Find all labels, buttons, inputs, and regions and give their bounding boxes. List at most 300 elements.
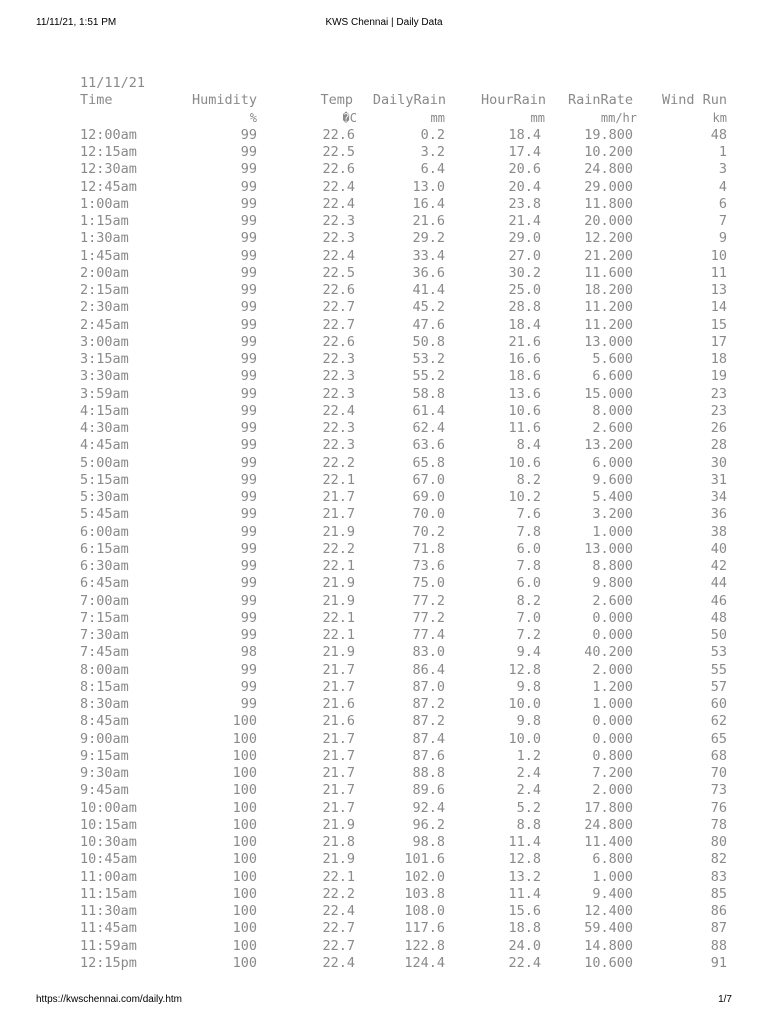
- cell-time: 6:00am: [80, 523, 129, 540]
- cell-temp: 21.6: [322, 713, 355, 730]
- cell-temp: 22.2: [322, 885, 355, 902]
- cell-windrun: 28: [710, 437, 727, 454]
- cell-temp: 22.1: [322, 471, 355, 488]
- cell-humidity: 99: [240, 558, 257, 574]
- cell-dailyrain: 69.0: [412, 489, 445, 505]
- cell-temp: 21.7: [322, 678, 355, 695]
- cell-dailyrain: 62.4: [412, 420, 445, 436]
- table-row: [80, 179, 740, 196]
- cell-time: 7:00am: [80, 592, 129, 609]
- cell-time: 11:15am: [80, 885, 137, 902]
- cell-humidity: 100: [232, 920, 257, 937]
- cell-windrun: 38: [710, 523, 727, 540]
- cell-dailyrain: 61.4: [412, 402, 445, 419]
- cell-rainrate: 20.000: [584, 213, 633, 229]
- header-dailyrain: DailyRain: [372, 92, 446, 109]
- cell-rainrate: 3.200: [592, 506, 633, 523]
- cell-humidity: 99: [240, 247, 257, 264]
- daily-data-table: [80, 75, 740, 972]
- cell-rainrate: 29.000: [584, 178, 633, 195]
- cell-time: 1:30am: [80, 230, 129, 247]
- cell-windrun: 83: [710, 868, 727, 885]
- cell-hourrain: 21.6: [508, 333, 541, 350]
- cell-humidity: 99: [240, 592, 257, 609]
- cell-humidity: 99: [240, 420, 257, 436]
- cell-windrun: 26: [710, 420, 727, 436]
- cell-rainrate: 2.000: [592, 782, 633, 799]
- cell-time: 3:30am: [80, 368, 129, 385]
- table-body: [80, 127, 740, 972]
- table-row: [80, 541, 740, 558]
- cell-temp: 22.2: [322, 540, 355, 557]
- header-rainrate: RainRate: [567, 92, 633, 109]
- cell-humidity: 99: [240, 299, 257, 316]
- cell-dailyrain: 70.0: [412, 506, 445, 523]
- cell-humidity: 100: [232, 713, 257, 730]
- table-row: [80, 903, 740, 920]
- cell-hourrain: 28.8: [508, 299, 541, 316]
- cell-time: 10:30am: [80, 834, 137, 850]
- unit-temp: �C: [342, 110, 357, 125]
- header-temp: Temp: [320, 92, 353, 109]
- cell-temp: 21.6: [322, 696, 355, 712]
- table-row: [80, 800, 740, 817]
- cell-humidity: 99: [240, 609, 257, 626]
- cell-windrun: 55: [710, 661, 727, 678]
- cell-rainrate: 11.400: [584, 834, 633, 850]
- cell-hourrain: 24.0: [508, 937, 541, 954]
- cell-temp: 21.8: [322, 834, 355, 850]
- cell-windrun: 80: [710, 834, 727, 850]
- cell-temp: 21.7: [322, 782, 355, 799]
- cell-temp: 22.7: [322, 937, 355, 954]
- cell-time: 6:15am: [80, 540, 129, 557]
- table-units-row: [80, 110, 740, 127]
- cell-windrun: 9: [718, 230, 727, 247]
- cell-hourrain: 2.4: [516, 765, 541, 781]
- cell-humidity: 99: [240, 230, 257, 247]
- table-row: [80, 282, 740, 299]
- cell-humidity: 100: [232, 885, 257, 902]
- table-row: [80, 610, 740, 627]
- cell-hourrain: 7.2: [516, 627, 541, 643]
- cell-hourrain: 13.2: [508, 868, 541, 885]
- table-row: [80, 299, 740, 316]
- cell-dailyrain: 45.2: [412, 299, 445, 316]
- cell-rainrate: 2.600: [592, 420, 633, 436]
- cell-temp: 22.4: [322, 402, 355, 419]
- table-row: [80, 420, 740, 437]
- cell-dailyrain: 102.0: [404, 868, 445, 885]
- table-row: [80, 938, 740, 955]
- cell-dailyrain: 16.4: [412, 195, 445, 212]
- cell-humidity: 99: [240, 402, 257, 419]
- cell-windrun: 34: [710, 489, 727, 505]
- cell-humidity: 100: [232, 799, 257, 816]
- table-row: [80, 782, 740, 799]
- cell-hourrain: 18.6: [508, 368, 541, 385]
- cell-temp: 22.6: [322, 161, 355, 178]
- cell-temp: 22.3: [322, 385, 355, 402]
- cell-windrun: 1: [718, 144, 727, 160]
- cell-rainrate: 24.800: [584, 161, 633, 178]
- unit-rainrate: mm/hr: [600, 110, 637, 125]
- unit-humidity: %: [249, 110, 257, 125]
- cell-windrun: 31: [710, 471, 727, 488]
- cell-windrun: 65: [710, 730, 727, 747]
- cell-hourrain: 7.6: [516, 506, 541, 523]
- cell-hourrain: 18.8: [508, 920, 541, 937]
- table-row: [80, 455, 740, 472]
- cell-temp: 22.5: [322, 144, 355, 160]
- cell-rainrate: 11.600: [584, 264, 633, 281]
- cell-humidity: 99: [240, 678, 257, 695]
- cell-humidity: 100: [232, 834, 257, 850]
- cell-windrun: 76: [710, 799, 727, 816]
- cell-humidity: 100: [232, 747, 257, 764]
- cell-temp: 21.7: [322, 506, 355, 523]
- cell-time: 11:45am: [80, 920, 137, 937]
- header-hourrain: HourRain: [480, 92, 546, 109]
- cell-dailyrain: 88.8: [412, 765, 445, 781]
- cell-time: 12:15pm: [80, 954, 137, 971]
- cell-temp: 21.7: [322, 730, 355, 747]
- table-row: [80, 489, 740, 506]
- cell-temp: 21.9: [322, 523, 355, 540]
- table-row: [80, 765, 740, 782]
- cell-rainrate: 5.400: [592, 489, 633, 505]
- cell-humidity: 99: [240, 178, 257, 195]
- cell-dailyrain: 41.4: [412, 282, 445, 298]
- cell-windrun: 70: [710, 765, 727, 781]
- cell-humidity: 99: [240, 506, 257, 523]
- cell-rainrate: 40.200: [584, 644, 633, 661]
- cell-temp: 22.1: [322, 609, 355, 626]
- cell-windrun: 88: [710, 937, 727, 954]
- unit-hourrain: mm: [530, 110, 545, 125]
- cell-rainrate: 5.600: [592, 351, 633, 367]
- table-row: [80, 679, 740, 696]
- cell-temp: 22.4: [322, 247, 355, 264]
- cell-time: 9:45am: [80, 782, 129, 799]
- cell-dailyrain: 3.2: [420, 144, 445, 160]
- cell-rainrate: 9.600: [592, 471, 633, 488]
- cell-humidity: 99: [240, 454, 257, 471]
- cell-humidity: 99: [240, 126, 257, 143]
- cell-hourrain: 6.0: [516, 575, 541, 592]
- cell-humidity: 99: [240, 489, 257, 505]
- cell-dailyrain: 98.8: [412, 834, 445, 850]
- cell-time: 4:15am: [80, 402, 129, 419]
- cell-time: 7:15am: [80, 609, 129, 626]
- cell-dailyrain: 103.8: [404, 885, 445, 902]
- cell-time: 2:00am: [80, 264, 129, 281]
- cell-windrun: 14: [710, 299, 727, 316]
- table-row: [80, 558, 740, 575]
- cell-windrun: 40: [710, 540, 727, 557]
- cell-hourrain: 13.6: [508, 385, 541, 402]
- cell-hourrain: 7.8: [516, 558, 541, 574]
- cell-humidity: 100: [232, 816, 257, 833]
- cell-rainrate: 12.400: [584, 903, 633, 919]
- cell-time: 10:00am: [80, 799, 137, 816]
- cell-time: 8:45am: [80, 713, 129, 730]
- cell-dailyrain: 29.2: [412, 230, 445, 247]
- cell-time: 1:45am: [80, 247, 129, 264]
- cell-temp: 21.9: [322, 644, 355, 661]
- cell-time: 7:30am: [80, 627, 129, 643]
- cell-humidity: 99: [240, 195, 257, 212]
- cell-dailyrain: 87.4: [412, 730, 445, 747]
- cell-humidity: 100: [232, 730, 257, 747]
- cell-temp: 22.7: [322, 316, 355, 333]
- cell-time: 5:00am: [80, 454, 129, 471]
- cell-windrun: 60: [710, 696, 727, 712]
- cell-time: 5:30am: [80, 489, 129, 505]
- cell-dailyrain: 47.6: [412, 316, 445, 333]
- header-time: Time: [80, 92, 113, 109]
- table-row: [80, 351, 740, 368]
- cell-time: 6:30am: [80, 558, 129, 574]
- cell-time: 3:15am: [80, 351, 129, 367]
- cell-windrun: 23: [710, 402, 727, 419]
- cell-humidity: 99: [240, 213, 257, 229]
- table-row: [80, 731, 740, 748]
- cell-dailyrain: 124.4: [404, 954, 445, 971]
- cell-hourrain: 10.6: [508, 454, 541, 471]
- cell-humidity: 99: [240, 282, 257, 298]
- cell-rainrate: 19.800: [584, 126, 633, 143]
- table-row: [80, 955, 740, 972]
- cell-dailyrain: 0.2: [420, 126, 445, 143]
- cell-hourrain: 9.4: [516, 644, 541, 661]
- cell-humidity: 99: [240, 437, 257, 454]
- cell-rainrate: 12.200: [584, 230, 633, 247]
- cell-dailyrain: 87.2: [412, 713, 445, 730]
- cell-windrun: 86: [710, 903, 727, 919]
- table-row: [80, 230, 740, 247]
- cell-rainrate: 1.000: [592, 696, 633, 712]
- cell-rainrate: 11.800: [584, 195, 633, 212]
- cell-hourrain: 8.4: [516, 437, 541, 454]
- cell-windrun: 68: [710, 747, 727, 764]
- cell-rainrate: 18.200: [584, 282, 633, 298]
- table-row: [80, 644, 740, 661]
- cell-windrun: 6: [718, 195, 727, 212]
- cell-temp: 21.7: [322, 765, 355, 781]
- cell-windrun: 62: [710, 713, 727, 730]
- cell-hourrain: 29.0: [508, 230, 541, 247]
- cell-windrun: 7: [718, 213, 727, 229]
- cell-time: 8:30am: [80, 696, 129, 712]
- cell-hourrain: 6.0: [516, 540, 541, 557]
- cell-dailyrain: 63.6: [412, 437, 445, 454]
- table-row: [80, 696, 740, 713]
- table-row: [80, 334, 740, 351]
- print-header: [0, 17, 768, 31]
- table-row: [80, 265, 740, 282]
- cell-rainrate: 1.000: [592, 868, 633, 885]
- table-row: [80, 593, 740, 610]
- unit-windrun: km: [712, 110, 727, 125]
- cell-hourrain: 1.2: [516, 747, 541, 764]
- table-row: [80, 817, 740, 834]
- cell-time: 2:45am: [80, 316, 129, 333]
- cell-hourrain: 17.4: [508, 144, 541, 160]
- cell-hourrain: 25.0: [508, 282, 541, 298]
- cell-windrun: 91: [710, 954, 727, 971]
- cell-humidity: 100: [232, 868, 257, 885]
- cell-temp: 21.7: [322, 661, 355, 678]
- cell-dailyrain: 86.4: [412, 661, 445, 678]
- cell-dailyrain: 73.6: [412, 558, 445, 574]
- cell-windrun: 36: [710, 506, 727, 523]
- cell-hourrain: 23.8: [508, 195, 541, 212]
- table-row: [80, 213, 740, 230]
- cell-windrun: 42: [710, 558, 727, 574]
- cell-time: 6:45am: [80, 575, 129, 592]
- cell-windrun: 3: [718, 161, 727, 178]
- cell-temp: 21.9: [322, 575, 355, 592]
- cell-temp: 22.6: [322, 333, 355, 350]
- table-row: [80, 437, 740, 454]
- cell-dailyrain: 83.0: [412, 644, 445, 661]
- cell-time: 5:45am: [80, 506, 129, 523]
- table-row: [80, 127, 740, 144]
- cell-dailyrain: 96.2: [412, 816, 445, 833]
- cell-time: 12:30am: [80, 161, 137, 178]
- cell-temp: 21.7: [322, 799, 355, 816]
- cell-temp: 21.9: [322, 592, 355, 609]
- cell-windrun: 23: [710, 385, 727, 402]
- cell-rainrate: 0.000: [592, 627, 633, 643]
- cell-rainrate: 9.400: [592, 885, 633, 902]
- cell-dailyrain: 92.4: [412, 799, 445, 816]
- cell-windrun: 53: [710, 644, 727, 661]
- table-row: [80, 368, 740, 385]
- cell-time: 10:45am: [80, 851, 137, 868]
- cell-temp: 22.7: [322, 920, 355, 937]
- cell-time: 8:15am: [80, 678, 129, 695]
- cell-hourrain: 30.2: [508, 264, 541, 281]
- cell-hourrain: 11.4: [508, 834, 541, 850]
- cell-hourrain: 10.0: [508, 696, 541, 712]
- cell-hourrain: 11.6: [508, 420, 541, 436]
- cell-windrun: 50: [710, 627, 727, 643]
- print-url: https://kwschennai.com/daily.htm: [36, 994, 182, 1005]
- cell-temp: 21.7: [322, 747, 355, 764]
- cell-windrun: 10: [710, 247, 727, 264]
- cell-hourrain: 15.6: [508, 903, 541, 919]
- cell-temp: 21.9: [322, 816, 355, 833]
- cell-hourrain: 12.8: [508, 661, 541, 678]
- cell-temp: 22.1: [322, 627, 355, 643]
- cell-dailyrain: 21.6: [412, 213, 445, 229]
- cell-temp: 22.3: [322, 368, 355, 385]
- cell-hourrain: 7.8: [516, 523, 541, 540]
- cell-humidity: 99: [240, 540, 257, 557]
- cell-windrun: 44: [710, 575, 727, 592]
- cell-rainrate: 24.800: [584, 816, 633, 833]
- cell-temp: 22.4: [322, 903, 355, 919]
- cell-time: 9:00am: [80, 730, 129, 747]
- table-row: [80, 851, 740, 868]
- cell-humidity: 98: [240, 644, 257, 661]
- cell-time: 1:00am: [80, 195, 129, 212]
- cell-time: 5:15am: [80, 471, 129, 488]
- cell-time: 9:15am: [80, 747, 129, 764]
- cell-rainrate: 11.200: [584, 299, 633, 316]
- table-date-row: [80, 75, 740, 92]
- print-page-title: KWS Chennai | Daily Data: [325, 17, 443, 28]
- cell-dailyrain: 36.6: [412, 264, 445, 281]
- cell-hourrain: 16.6: [508, 351, 541, 367]
- cell-rainrate: 6.600: [592, 368, 633, 385]
- cell-rainrate: 13.000: [584, 333, 633, 350]
- cell-rainrate: 7.200: [592, 765, 633, 781]
- table-row: [80, 869, 740, 886]
- cell-time: 3:00am: [80, 333, 129, 350]
- cell-dailyrain: 65.8: [412, 454, 445, 471]
- cell-dailyrain: 87.0: [412, 678, 445, 695]
- cell-hourrain: 10.2: [508, 489, 541, 505]
- header-humidity: Humidity: [191, 92, 257, 109]
- cell-hourrain: 8.2: [516, 471, 541, 488]
- cell-hourrain: 10.6: [508, 402, 541, 419]
- cell-hourrain: 9.8: [516, 713, 541, 730]
- cell-windrun: 85: [710, 885, 727, 902]
- cell-time: 4:45am: [80, 437, 129, 454]
- print-datetime: 11/11/21, 1:51 PM: [36, 17, 117, 28]
- cell-humidity: 99: [240, 696, 257, 712]
- cell-temp: 22.6: [322, 282, 355, 298]
- cell-windrun: 82: [710, 851, 727, 868]
- cell-windrun: 17: [710, 333, 727, 350]
- cell-time: 12:45am: [80, 178, 137, 195]
- table-date: 11/11/21: [80, 75, 146, 91]
- cell-time: 4:30am: [80, 420, 129, 436]
- cell-temp: 22.1: [322, 868, 355, 885]
- cell-time: 9:30am: [80, 765, 129, 781]
- cell-hourrain: 2.4: [516, 782, 541, 799]
- cell-dailyrain: 13.0: [412, 178, 445, 195]
- cell-temp: 22.4: [322, 195, 355, 212]
- cell-temp: 22.4: [322, 954, 355, 971]
- cell-humidity: 99: [240, 264, 257, 281]
- cell-windrun: 19: [710, 368, 727, 385]
- header-windrun: Wind Run: [661, 92, 727, 109]
- table-header-row: [80, 92, 740, 109]
- cell-dailyrain: 55.2: [412, 368, 445, 385]
- cell-hourrain: 12.8: [508, 851, 541, 868]
- cell-rainrate: 13.200: [584, 437, 633, 454]
- cell-time: 1:15am: [80, 213, 129, 229]
- cell-dailyrain: 108.0: [404, 903, 445, 919]
- cell-rainrate: 0.000: [592, 730, 633, 747]
- cell-temp: 22.3: [322, 230, 355, 247]
- cell-humidity: 100: [232, 903, 257, 919]
- cell-windrun: 13: [710, 282, 727, 298]
- cell-time: 11:00am: [80, 868, 137, 885]
- cell-temp: 22.3: [322, 351, 355, 367]
- cell-humidity: 100: [232, 765, 257, 781]
- table-row: [80, 713, 740, 730]
- print-footer: [0, 994, 768, 1008]
- table-row: [80, 317, 740, 334]
- cell-humidity: 99: [240, 333, 257, 350]
- table-row: [80, 196, 740, 213]
- print-page-number: 1/7: [718, 994, 732, 1005]
